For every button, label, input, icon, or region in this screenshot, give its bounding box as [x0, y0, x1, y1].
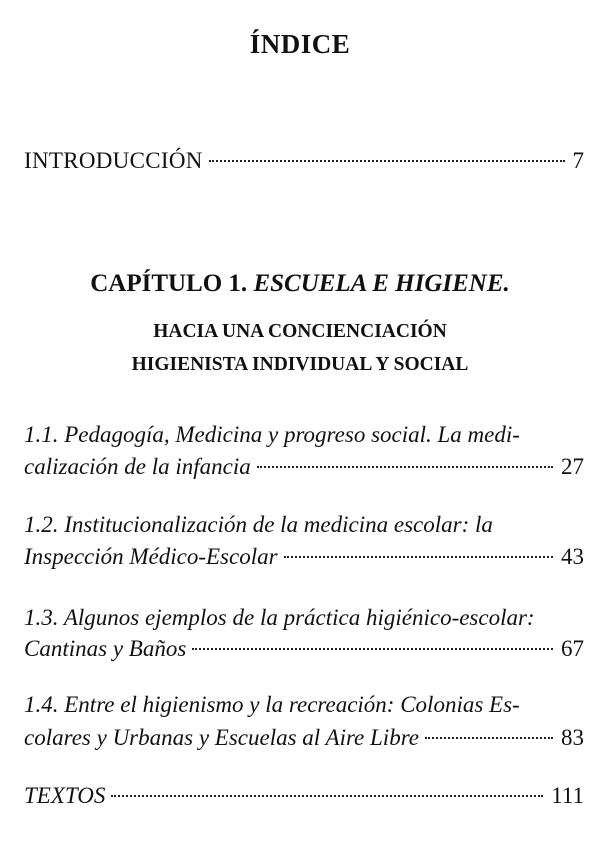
- toc-entry-label: calización de la infancia: [24, 454, 251, 479]
- toc-entry-label: Inspección Médico-Escolar: [24, 544, 278, 569]
- dot-leader: [425, 737, 553, 739]
- toc-page-number: 111: [551, 783, 584, 808]
- toc-entry-1-1-line1[interactable]: 1.1. Pedagogía, Medicina y progreso social. La medi-: [24, 422, 520, 447]
- toc-page-number: 83: [561, 725, 584, 750]
- chapter-number: CAPÍTULO 1.: [90, 270, 248, 297]
- toc-entry-label: Cantinas y Baños: [24, 636, 187, 661]
- chapter-heading: [0, 270, 600, 298]
- chapter-subtitle-line2: HIGIENISTA INDIVIDUAL Y SOCIAL: [131, 354, 469, 375]
- toc-entry-1-3[interactable]: [24, 634, 584, 664]
- toc-entry-1-1[interactable]: [24, 452, 584, 482]
- toc-entry-1-4[interactable]: [24, 723, 584, 753]
- toc-page-number: 27: [561, 454, 584, 479]
- toc-entry-introduction[interactable]: [24, 146, 584, 176]
- toc-entry-1-2[interactable]: [24, 542, 584, 572]
- dot-leader: [192, 648, 553, 650]
- toc-page-number: 7: [572, 148, 584, 173]
- chapter-name: ESCUELA E HIGIENE.: [253, 270, 510, 297]
- dot-leader: [209, 160, 565, 162]
- dot-leader: [257, 466, 553, 468]
- toc-entry-label: colares y Urbanas y Escuelas al Aire Libre: [24, 725, 419, 750]
- page-title: ÍNDICE: [249, 29, 351, 59]
- dot-leader: [284, 556, 553, 558]
- toc-entry-1-3-line1[interactable]: 1.3. Algunos ejemplos de la práctica higiénico-escolar:: [24, 605, 535, 630]
- toc-entry-1-4-line1[interactable]: 1.4. Entre el higienismo y la recreación: Colonias Es-: [24, 692, 520, 717]
- toc-entry-1-2-line1[interactable]: 1.2. Institucionalización de la medicina escolar: la: [24, 512, 493, 537]
- toc-entry-label: INTRODUCCIÓN: [24, 148, 203, 173]
- chapter-subtitle-line1: HACIA UNA CONCIENCIACIÓN: [153, 321, 447, 342]
- toc-page-number: 67: [561, 636, 584, 661]
- dot-leader: [111, 795, 543, 797]
- toc-entry-textos[interactable]: [24, 781, 584, 811]
- toc-entry-label: TEXTOS: [24, 783, 106, 808]
- toc-page-number: 43: [561, 544, 584, 569]
